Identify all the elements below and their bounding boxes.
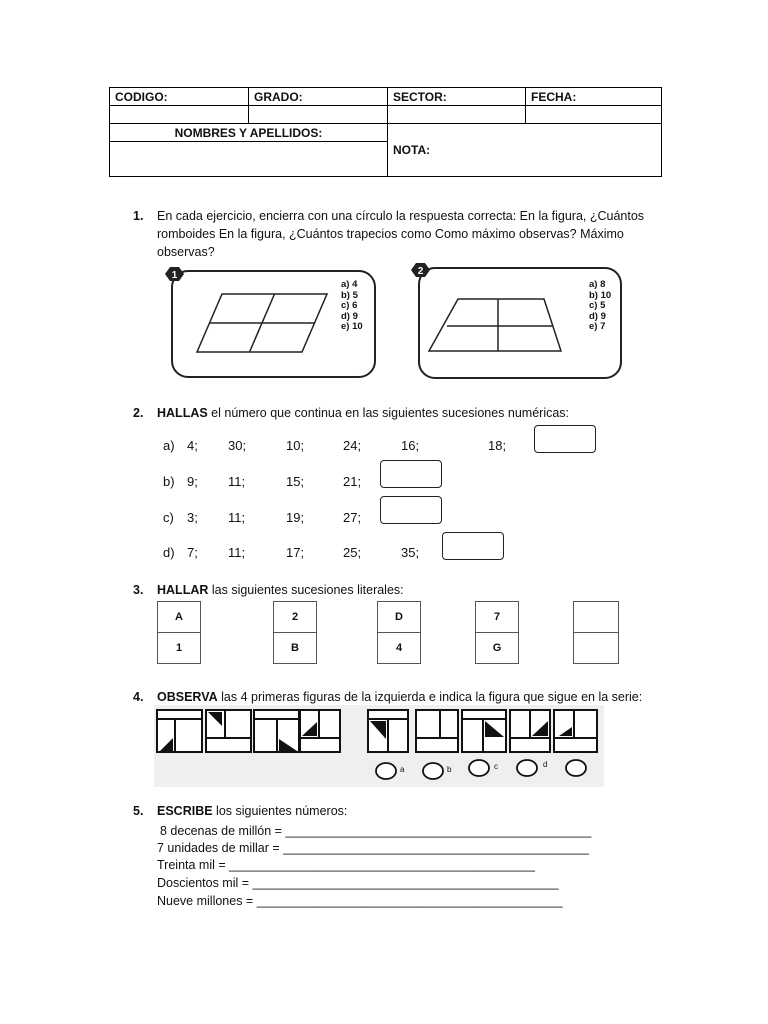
- answer-box-d[interactable]: [442, 532, 504, 560]
- literal-box-top: D: [395, 611, 403, 623]
- literal-box-4: [475, 601, 519, 664]
- q1-line-1: En cada ejercicio, encierra con una círculo la respuesta correcta: En la figura, ¿Cuántos: [157, 209, 645, 223]
- grado-field[interactable]: [249, 106, 388, 124]
- seq-d-value: 25;: [343, 545, 362, 560]
- nota-label: NOTA:: [388, 124, 662, 177]
- fig2-option-b[interactable]: b) 10: [589, 289, 612, 301]
- seq-d-value: 11;: [228, 545, 246, 560]
- literal-box-1: [157, 601, 201, 664]
- codigo-label: CODIGO:: [110, 88, 249, 106]
- answer-box-a[interactable]: [534, 425, 596, 453]
- q1-line-2: romboides En la figura, ¿Cuántos trapecios como Como máximo observas? Máximo: [157, 227, 624, 241]
- literal-box-top: 7: [493, 611, 501, 623]
- q4-text: las 4 primeras figuras de la izquierda e indica la figura que sigue en la serie:: [217, 690, 643, 704]
- seq-b-value: 11;: [228, 474, 246, 489]
- seq-c-value: 3;: [187, 510, 198, 525]
- seq-c-value: 11;: [228, 510, 246, 525]
- literal-answer-bottom[interactable]: [574, 632, 618, 663]
- figure-2-badge: 2: [417, 266, 424, 277]
- grado-label: GRADO:: [249, 88, 388, 106]
- figure-1-romboides: [157, 264, 379, 380]
- q1-line-3: observas?: [157, 245, 215, 259]
- q1-number: 1.: [133, 209, 144, 223]
- fig2-option-d[interactable]: d) 9: [589, 310, 606, 322]
- seq-a-value: 30;: [228, 438, 247, 453]
- seq-d-value: 17;: [286, 545, 305, 560]
- seq-b-label: b): [163, 474, 175, 489]
- write-item-3[interactable]: Treinta mil = ____________________________________________: [157, 858, 536, 872]
- option-b-label: b: [447, 765, 452, 774]
- fig1-option-c[interactable]: c) 6: [341, 300, 358, 311]
- seq-a-value: 4;: [187, 438, 198, 453]
- seq-a-value: 10;: [286, 438, 305, 453]
- fig1-option-a[interactable]: a) 4: [341, 279, 358, 290]
- figure-series: [154, 705, 604, 787]
- literal-box-bottom: 4: [378, 632, 420, 663]
- write-item-4[interactable]: Doscientos mil = ____________________________________________: [157, 876, 559, 890]
- option-d-oval[interactable]: [517, 760, 537, 776]
- q5-number: 5.: [133, 804, 144, 818]
- figure-2-trapecios: [409, 262, 624, 380]
- q2-text: el número que continua en las siguientes sucesiones numéricas:: [207, 406, 570, 420]
- seq-a-value: 18;: [488, 438, 507, 453]
- q5-keyword: ESCRIBE: [157, 804, 213, 818]
- fig2-option-c[interactable]: c) 5: [589, 300, 606, 311]
- nombres-field[interactable]: [110, 142, 388, 177]
- literal-box-2: [273, 601, 317, 664]
- q4-keyword: OBSERVA: [157, 690, 218, 704]
- literal-box-top: 2: [291, 611, 299, 623]
- literal-answer-top[interactable]: [574, 602, 618, 632]
- figure-1-badge: 1: [171, 270, 178, 281]
- seq-b-value: 15;: [286, 474, 305, 489]
- answer-box-b[interactable]: [380, 460, 442, 488]
- nombres-label: NOMBRES Y APELLIDOS:: [110, 124, 388, 142]
- seq-a-value: 24;: [343, 438, 362, 453]
- option-b-oval[interactable]: [423, 763, 443, 779]
- q3-keyword: HALLAR: [157, 583, 209, 597]
- write-item-5[interactable]: Nueve millones = ____________________________________________: [157, 894, 563, 908]
- seq-d-label: d): [163, 545, 175, 560]
- seq-d-value: 35;: [401, 545, 420, 560]
- option-c-label: c: [494, 762, 498, 771]
- q2-number: 2.: [133, 406, 144, 420]
- seq-b-value: 21;: [343, 474, 362, 489]
- option-e-oval[interactable]: [566, 760, 586, 776]
- header-table: [109, 87, 662, 177]
- option-a-oval[interactable]: [376, 763, 396, 779]
- sector-label: SECTOR:: [388, 88, 526, 106]
- codigo-field[interactable]: [110, 106, 249, 124]
- literal-box-bottom: 1: [158, 632, 200, 663]
- fig1-option-b[interactable]: b) 5: [341, 289, 358, 301]
- q3-text: las siguientes sucesiones literales:: [208, 583, 404, 597]
- literal-box-top: A: [175, 611, 183, 623]
- seq-a-label: a): [163, 438, 175, 453]
- seq-c-value: 27;: [343, 510, 362, 525]
- option-a-label: a: [400, 765, 405, 774]
- literal-box-3: [377, 601, 421, 664]
- q5-text: los siguientes números:: [212, 804, 348, 818]
- fecha-field[interactable]: [526, 106, 662, 124]
- write-item-1[interactable]: 8 decenas de millón = ____________________________________________: [160, 824, 592, 838]
- literal-box-bottom: G: [476, 632, 518, 663]
- seq-c-label: c): [163, 510, 174, 525]
- q2-keyword: HALLAS: [157, 406, 208, 420]
- fecha-label: FECHA:: [526, 88, 662, 106]
- option-c-oval[interactable]: [469, 760, 489, 776]
- option-d-label: d: [543, 760, 548, 769]
- literal-box-bottom: B: [274, 632, 316, 663]
- fig1-option-e[interactable]: e) 10: [341, 321, 363, 332]
- fig1-option-d[interactable]: d) 9: [341, 310, 358, 322]
- sector-field[interactable]: [388, 106, 526, 124]
- q3-number: 3.: [133, 583, 144, 597]
- fig2-option-e[interactable]: e) 7: [589, 321, 606, 332]
- q4-number: 4.: [133, 690, 144, 704]
- fig2-option-a[interactable]: a) 8: [589, 279, 606, 290]
- write-item-2[interactable]: 7 unidades de millar = ____________________________________________: [157, 841, 590, 855]
- seq-b-value: 9;: [187, 474, 198, 489]
- seq-d-value: 7;: [187, 545, 198, 560]
- literal-box-answer[interactable]: [573, 601, 619, 664]
- answer-box-c[interactable]: [380, 496, 442, 524]
- seq-c-value: 19;: [286, 510, 305, 525]
- seq-a-value: 16;: [401, 438, 420, 453]
